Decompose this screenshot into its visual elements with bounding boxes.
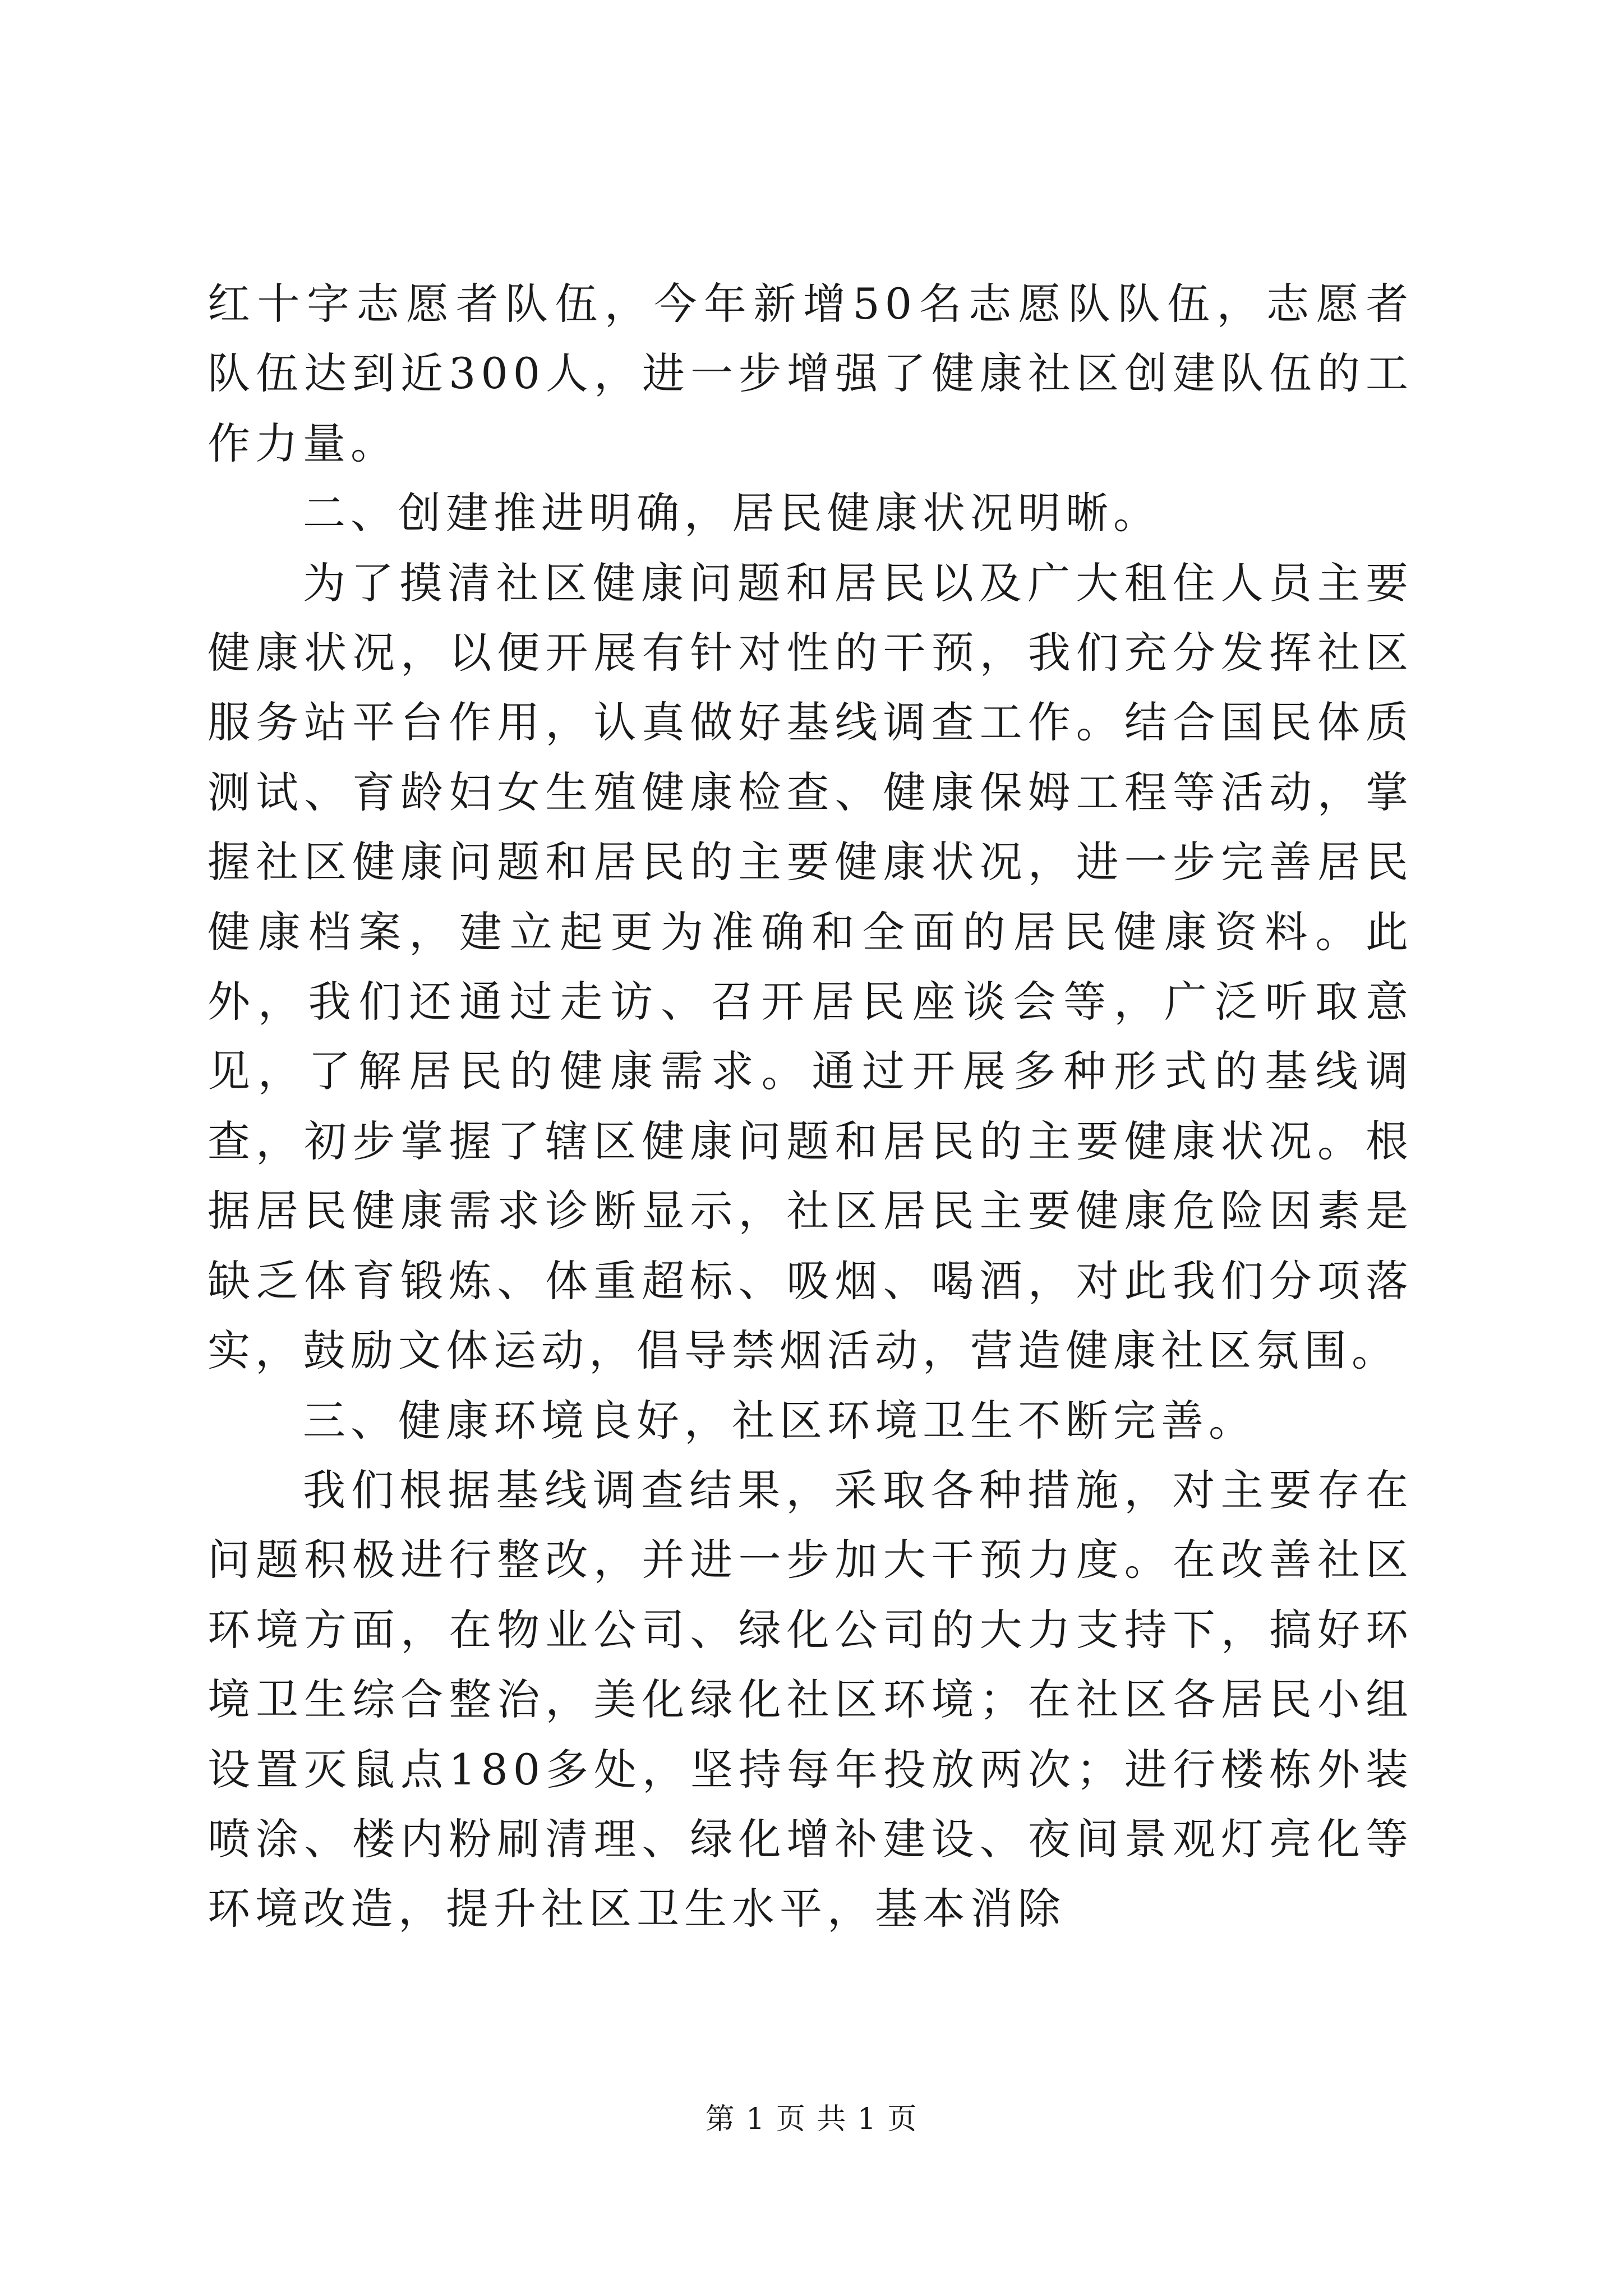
section-heading-3: 三、健康环境良好，社区环境卫生不断完善。 [303, 1395, 1256, 1446]
page-footer: 第 1 页 共 1 页 [705, 2102, 918, 2136]
paragraph-environment: 我们根据基线调查结果，采取各种措施，对主要存在问题积极进行整改，并进一步加大干预力度。在改善社区环境方面，在物业公司、绿化公司的大力支持下，搞好环境卫生综合整治，美化绿化社区环境；在社区各居民小组设置灭鼠点180多处，坚持每年投放两次；进行楼栋外装喷涂、楼内粉刷清理、绿化增补建设、夜间景观灯亮化等环境改造，提升社区卫生水平，基本消除 [208, 1465, 1413, 1934]
paragraph-baseline-survey: 为了摸清社区健康问题和居民以及广大租住人员主要健康状况，以便开展有针对性的干预，我们充分发挥社区服务站平台作用，认真做好基线调查工作。结合国民体质测试、育龄妇女生殖健康检查、健康保姆工程等活动，掌握社区健康问题和居民的主要健康状况，进一步完善居民健康档案，建立起更为准确和全面的居民健康资料。此外，我们还通过走访、召开居民座谈会等，广泛听取意见，了解居民的健康需求。通过开展多种形式的基线调查，初步掌握了辖区健康问题和居民的主要健康状况。根据居民健康需求诊断显示，社区居民主要健康危险因素是缺乏体育锻炼、体重超标、吸烟、喝酒，对此我们分项落实，鼓励文体运动，倡导禁烟活动，营造健康社区氛围。 [208, 558, 1413, 1376]
section-heading-2: 二、创建推进明确，居民健康状况明晰。 [303, 488, 1161, 539]
paragraph-volunteer-team: 红十字志愿者队伍，今年新增50名志愿队队伍，志愿者队伍达到近300人，进一步增强了健康社区创建队伍的工作力量。 [208, 279, 1413, 468]
document-body [208, 269, 1413, 1944]
